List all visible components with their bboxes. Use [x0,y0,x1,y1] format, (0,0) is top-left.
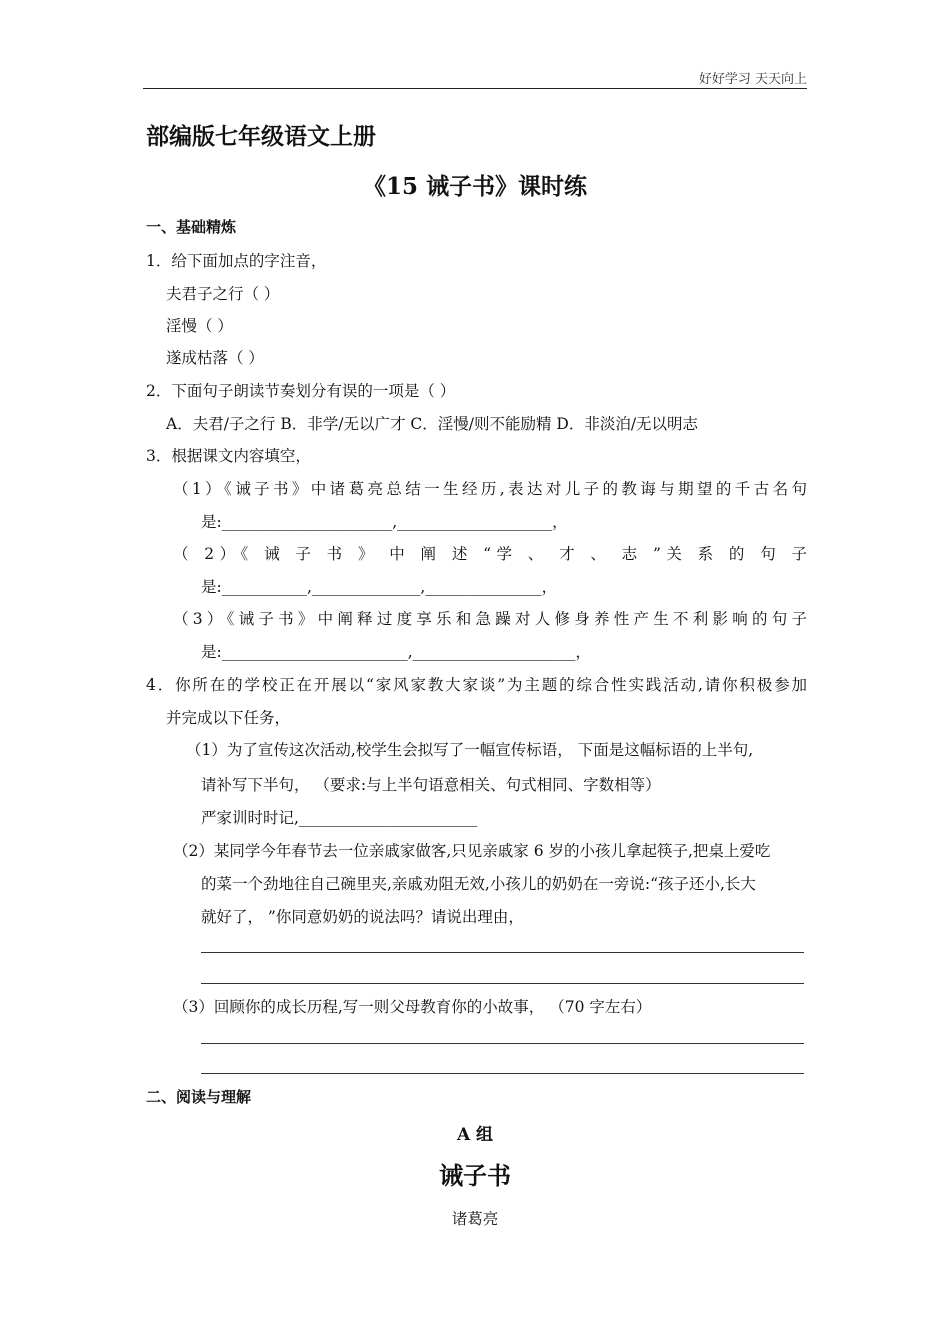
group-label: A 组 [456,1125,494,1145]
passage-author: 诸葛亮 [451,1210,499,1228]
question-3-part-3-blanks: 是:________________________,_____________________， [201,643,591,661]
passage-title: 诫子书 [439,1161,511,1190]
header-slogan: 好好学习 天天向上 [698,72,807,87]
question-3-part-1: （1）《诫子书》中诸葛亮总结一生经历,表达对儿子的教诲与期望的千古名句 [173,480,807,498]
question-3-part-1-blanks: 是:______________________,____________________， [201,513,568,531]
answer-line[interactable] [201,952,804,953]
answer-line[interactable] [201,1073,804,1074]
question-4-part-2-prompt: 就好了， ”你同意奶奶的说法吗？请说出理由， [201,908,524,926]
header-rule [143,88,807,89]
lesson-title: 《15 诫子书》课时练 [362,173,587,200]
question-4-part-1: （1）为了宣传这次活动,校学生会拟写了一幅宣传标语， 下面是这幅标语的上半句, [186,741,754,759]
document-title: 部编版七年级语文上册 [146,123,376,150]
question-1-item: 淫慢（ ） [166,317,233,335]
section-heading-reading: 二、阅读与理解 [146,1088,252,1106]
question-4-part-1-requirement: 请补写下半句， （要求:与上半句语意相关、句式相同、字数相等） [201,776,661,794]
question-4-stem: 4．你所在的学校正在开展以“家风家教大家谈”为主题的综合性实践活动,请你积极参加 [146,676,807,694]
question-4-stem-cont: 并完成以下任务， [166,709,291,727]
question-3-part-3: （3）《诫子书》中阐释过度享乐和急躁对人修身养性产生不利影响的句子 [173,610,807,628]
question-2-options: A．夫君/子之行 B．非学/无以广才 C．淫慢/则不能励精 D．非淡泊/无以明志 [166,415,699,433]
answer-line[interactable] [201,983,804,984]
question-3-stem: 3．根据课文内容填空， [146,447,311,465]
question-1-stem: 1．给下面加点的字注音， [146,252,327,270]
question-4-part-3: （3）回顾你的成长历程,写一则父母教育你的小故事， （70 字左右） [173,998,652,1016]
question-1-item: 夫君子之行（ ） [166,285,280,303]
question-3-part-2: （ 2）《 诫 子 书 》 中 阐 述 “学 、 才 、 志 ”关 系 的 句 子 [173,545,807,563]
section-heading-basics: 一、基础精炼 [146,218,237,236]
question-2-stem: 2．下面句子朗读节奏划分有误的一项是（ ） [146,382,456,400]
answer-line[interactable] [201,1043,804,1044]
question-3-part-2-blanks: 是:___________,______________,_______________， [201,578,558,596]
question-4-part-2-cont: 的菜一个劲地往自己碗里夹,亲戚劝阻无效,小孩儿的奶奶在一旁说:“孩子还小,长大 [201,875,756,893]
question-4-part-2: （2）某同学今年春节去一位亲戚家做客,只见亲戚家 6 岁的小孩儿拿起筷子,把桌上爱吃 [173,842,771,860]
question-1-item: 遂成枯落（ ） [166,349,264,367]
question-4-part-1-slogan: 严家训时时记,_______________________ [201,809,478,827]
